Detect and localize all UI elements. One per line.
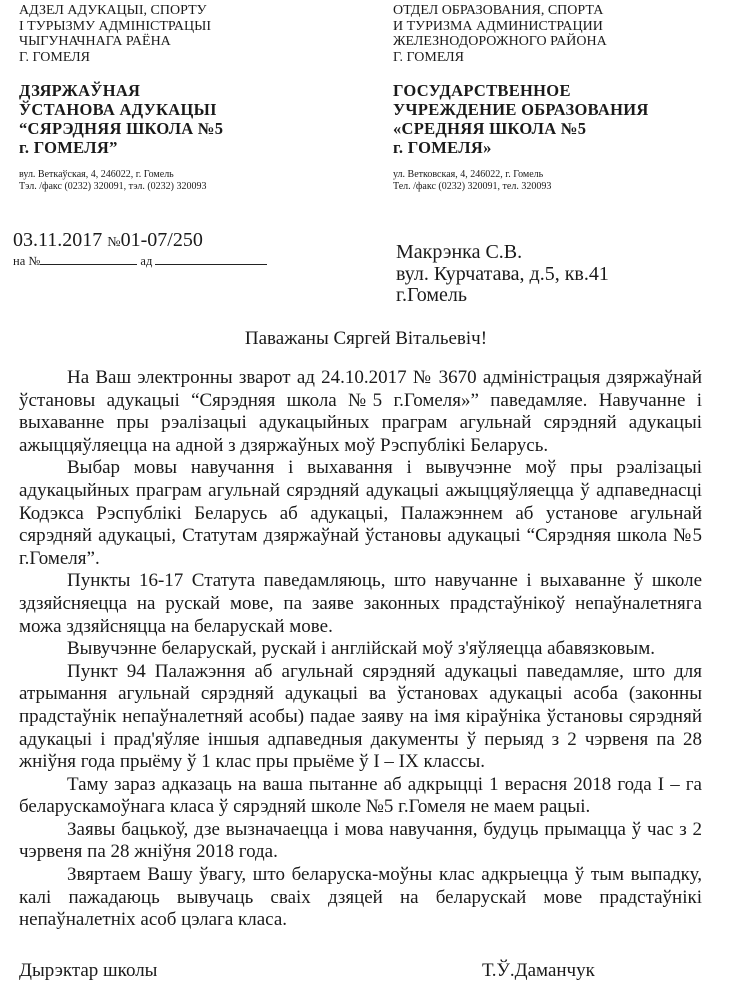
institution-name <box>19 81 349 157</box>
phone-line: Тэл. /факс (0232) 320091, тэл. (0232) 320093 <box>19 181 207 192</box>
recipient-street: вул. Курчатава, д.5, кв.41 <box>396 262 609 285</box>
institution-address <box>393 169 723 193</box>
department-line: ЖЕЛЕЗНОДОРОЖНОГО РАЙОНА <box>393 34 607 49</box>
body-paragraph: Пункты 16-17 Статута паведамляюць, што навучанне і выхаванне ў школе здзяйсняецца на рускай мове, па заяве законных прадстаўнікоў непаўналетняга можа здзяйсняцца на беларускай мове. <box>19 570 702 637</box>
body-paragraph: На Ваш электронны зварот ад 24.10.2017 № 3670 адміністрацыя дзяржаўнай ўстановы адукацыі “Сярэдняя школа №5 г.Гомеля»” паведамляе. Навучанне і выхаванне пры рэалізацыі адукацыйных праграм агульнай сярэдняй адукацыі ажыццяўляецца на адной з дзяржаўных моў Рэспублікі Беларусь. <box>19 367 702 456</box>
institution-line: г. ГОМЕЛЯ” <box>19 138 118 157</box>
institution-line: ДЗЯРЖАЎНАЯ <box>19 81 141 100</box>
recipient-city: г.Гомель <box>396 284 468 306</box>
body-paragraph: Выбар мовы навучання і выхавання і вывучэнне моў пры рэалізацыі адукацыйных праграм агульнай сярэдняй адукацыі ажыццяўляецца ў адпаведнасці Кодэкса Рэспублікі Беларусь аб адукацыі, Палажэннем аб установе агульнай сярэдняй адукацыі, Статутам дзяржаўнай ўстановы адукацыі “Сярэдняя школа №5 г.Гомеля”. <box>19 457 702 569</box>
reference-prefix: на № <box>13 254 41 268</box>
number-sign: № <box>107 235 121 250</box>
body-paragraph: Звяртаем Вашу ўвагу, што беларуска-моўны клас адкрыецца ў тым выпадку, калі пажадаюць вывучаць сваіх дзяцей на беларускай мове прадстаўнікі непаўналетніх асоб цэлага класа. <box>19 864 702 931</box>
recipient-block <box>396 242 609 307</box>
address-line: ул. Ветковская, 4, 246022, г. Гомель <box>393 169 544 180</box>
institution-name <box>393 81 723 157</box>
body-paragraph: Заявы бацькоў, дзе вызначаецца і мова навучання, будуць прымацца ў час з 2 чэрвеня па 28 жніўня 2018 года. <box>19 818 702 863</box>
department-name <box>393 3 723 65</box>
reference-date-blank <box>155 254 267 265</box>
department-line: Г. ГОМЕЛЯ <box>19 49 91 65</box>
department-line: АДЗЕЛ АДУКАЦЫІ, СПОРТУ <box>19 3 207 18</box>
reference-number-blank <box>40 254 137 265</box>
department-line: ОТДЕЛ ОБРАЗОВАНИЯ, СПОРТА <box>393 3 604 18</box>
letter-date: 03.11.2017 <box>13 229 103 251</box>
department-line: И ТУРИЗМА АДМИНИСТРАЦИИ <box>393 18 603 34</box>
institution-line: УЧРЕЖДЕНИЕ ОБРАЗОВАНИЯ <box>393 100 649 119</box>
department-name <box>19 3 349 65</box>
body-paragraph: Пункт 94 Палажэння аб агульнай сярэдняй адукацыі паведамляе, што для атрымання агульнай сярэдняй адукацыі ва ўстановах адукацыі асоба (законны прадстаўнік непаўналетняй асобы) падае заяву на імя кіраўніка ўстановы сярэдняй адукацыі і прад'яўляе іншыя адпаведныя дакументы ў перыяд з 2 чэрвеня па 28 жніўня года прыёму ў 1 клас пры прыёме ў I – IX классы. <box>19 660 702 773</box>
salutation: Паважаны Сяргей Вітальевіч! <box>244 328 488 349</box>
institution-address <box>19 169 349 193</box>
letter-number: 01-07/250 <box>120 229 203 251</box>
body-paragraph: Вывучэнне беларускай, рускай і англійскай моў з'яўляецца абавязковым. <box>67 638 655 660</box>
phone-line: Тел. /факс (0232) 320091, тел. 320093 <box>393 181 552 192</box>
signatory-name: Т.Ў.Даманчук <box>482 960 595 981</box>
department-line: ЧЫГУНАЧНАГА РАЁНА <box>19 34 171 49</box>
address-line: вул. Веткаўская, 4, 246022, г. Гомель <box>19 169 174 180</box>
letterhead-belarusian <box>19 3 349 193</box>
outgoing-number <box>13 229 203 254</box>
body-paragraph: Таму зараз адказаць на ваша пытанне аб адкрыцці 1 верасня 2018 года I – га беларускамоўнага класа ў сярэдняй школе №5 г.Гомеля не маем рацыі. <box>19 773 702 818</box>
letter-body <box>19 367 702 932</box>
institution-line: ЎСТАНОВА АДУКАЦЫІ <box>19 100 217 119</box>
department-line: Г. ГОМЕЛЯ <box>393 49 465 65</box>
signatory-role: Дырэктар школы <box>19 960 158 981</box>
institution-line: «СРЕДНЯЯ ШКОЛА №5 <box>393 119 587 138</box>
letterhead-russian <box>393 3 723 193</box>
institution-line: ГОСУДАРСТВЕННОЕ <box>393 81 571 100</box>
department-line: І ТУРЫЗМУ АДМІНІСТРАЦЫІ <box>19 18 212 34</box>
institution-line: г. ГОМЕЛЯ» <box>393 138 492 157</box>
reference-line <box>13 254 267 268</box>
recipient-name: Макрэнка С.В. <box>396 241 523 263</box>
institution-line: “СЯРЭДНЯЯ ШКОЛА №5 <box>19 119 224 138</box>
reference-from-label: ад <box>140 254 153 268</box>
